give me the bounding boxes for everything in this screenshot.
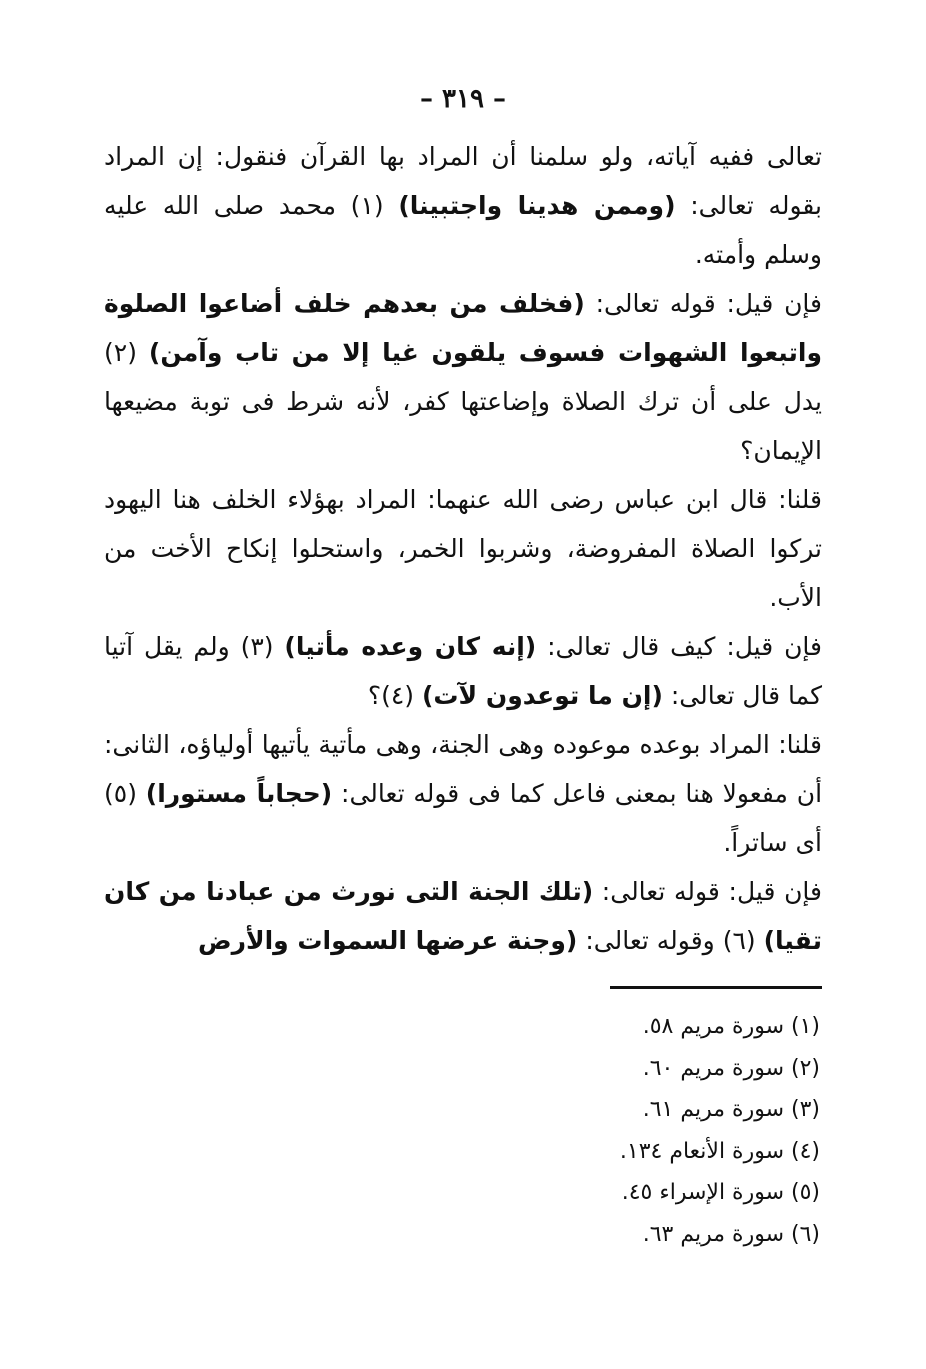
quran-verse: (وجنة عرضها السموات والأرض [197,926,578,955]
paragraph [104,720,822,867]
text-segment: فإن قيل: قوله تعالى: [593,877,822,906]
footnotes [420,1006,820,1255]
footnote: (٢) سورة مريم ٦٠. [642,1055,820,1081]
text-segment: (٥) أى ساتراً. [104,779,822,857]
paragraph [104,132,822,279]
text-segment: (٤)؟ [367,681,422,710]
quran-verse: (تلك الجنة التى نورث من عبادنا من كان تقيا) [104,877,822,955]
footnote-separator [610,986,822,989]
page-number: – ٣١٩ – [419,84,507,114]
text-segment: (١) محمد صلى الله عليه وسلم وأمته. [104,191,822,269]
text-segment: تعالى ففيه آياته، ولو سلمنا أن المراد بها القرآن فنقول: إن المراد بقوله تعالى: [104,142,823,220]
quran-verse: (إن ما توعدون لآت) [422,681,663,710]
footnote: (٣) سورة مريم ٦١. [642,1097,820,1122]
paragraph [104,622,822,720]
text-segment: قلنا: قال ابن عباس رضى الله عنهما: المراد بهؤلاء الخلف هنا اليهود تركوا الصلاة المفروضة، وشربوا الخمر، واستحلوا إنكاح الأخت من الأب. [104,485,822,612]
text-segment: (٦) وقوله تعالى: [577,926,764,955]
text-segment: فإن قيل: قوله تعالى: [584,289,822,318]
quran-verse: (فخلف من بعدهم خلف أضاعوا الصلوة واتبعوا الشهوات فسوف يلقون غيا إلا من تاب وآمن) [104,289,823,367]
footnote: (٦) سورة مريم ٦٣. [642,1221,820,1247]
paragraph [104,867,822,965]
text-segment: قلنا: المراد بوعده موعوده وهى الجنة، وهى مأتية يأتيها أولياؤه، الثانى: أن مفعولا هنا بمعنى فاعل كما فى قوله تعالى: [104,730,823,808]
footnote: (١) سورة مريم ٥٨. [642,1014,820,1039]
quran-verse: (إنه كان وعده مأتيا) [284,632,537,661]
quran-verse: (وممن هدينا واجتبينا) [398,191,676,220]
text-segment: (٢) يدل على أن ترك الصلاة وإضاعتها كفر، لأنه شرط فى توبة مضيعها الإيمان؟ [104,338,822,465]
body-text [104,132,822,965]
paragraph [104,279,822,475]
text-segment: (٣) ولم يقل آتيا كما قال تعالى: [104,632,822,710]
footnote: (٤) سورة الأنعام ١٣٤. [619,1138,820,1164]
quran-verse: (حجاباً مستورا) [145,779,333,808]
footnote: (٥) سورة الإسراء ٤٥. [621,1180,820,1205]
paragraph [104,475,822,622]
text-segment: فإن قيل: كيف قال تعالى: [536,632,822,661]
